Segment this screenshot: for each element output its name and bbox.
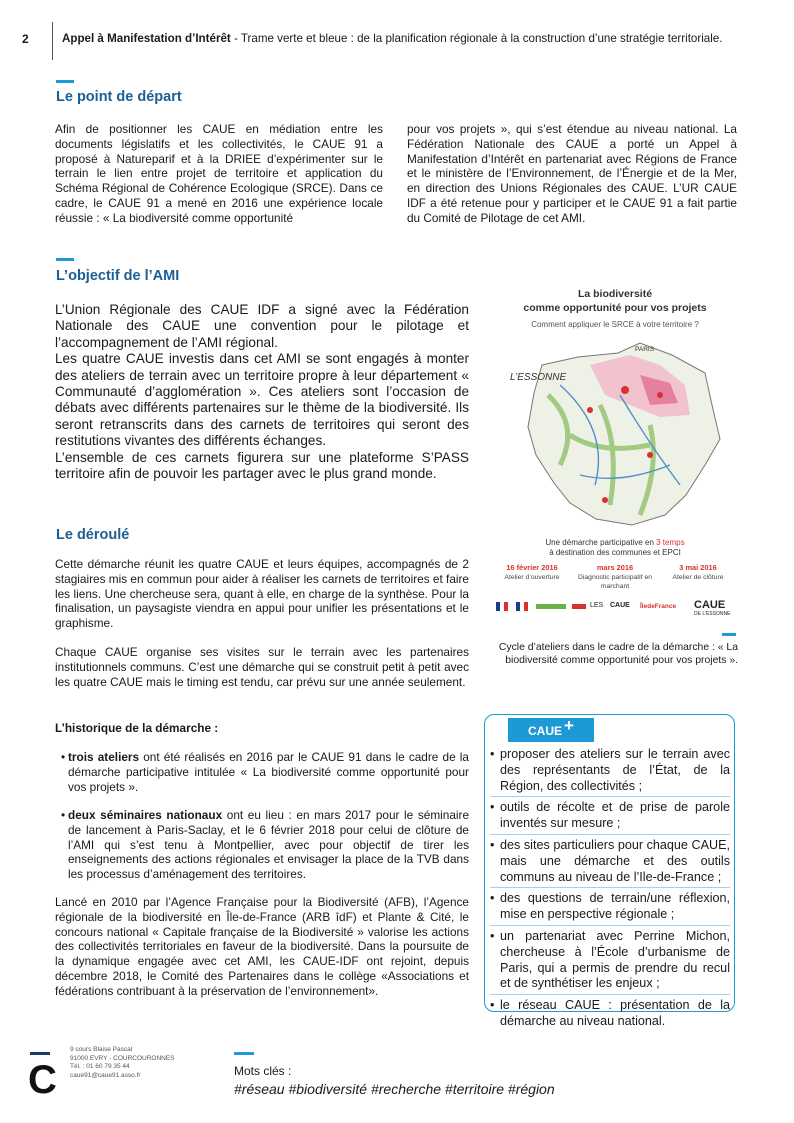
history-bullet-2: [61, 808, 470, 882]
bullet-text: ont eu lieu : en mars 2017 pour le séminaire de lancement à Paris-Saclay, et le 6 février 2018 pour celui de clôture de l’AMI qui s’est tenu à Montpellier, avec pour objectif de tirer les enseignements des actions régionales et envisager la place de la TVB dans les processus d’aménagement des territoires.: [68, 808, 470, 882]
keywords: #réseau #biodiversité #recherche #territoire #région: [234, 1081, 555, 1097]
section-objectif-body: [55, 302, 469, 482]
header-title: [62, 32, 723, 45]
section-deroule-body: [55, 557, 469, 703]
address-line: Tél. : 01 60 79 35 44: [70, 1063, 130, 1070]
flag-logo: [496, 602, 508, 611]
list-item: [490, 929, 730, 995]
bullet-dot: •: [490, 837, 495, 852]
poster-subtitle-b: 3 temps: [656, 538, 685, 547]
poster-subtitle-2: à destination des communes et EPCI: [549, 548, 681, 557]
page-number: 2: [22, 32, 29, 46]
bullet-text: ont été réalisés en 2016 par le CAUE 91 dans le cadre de la démarche participative intitulée « La biodiversité comme opportunité pour vos projets ».: [68, 750, 469, 794]
logo-caue-91-sub: DE L’ESSONNE: [694, 611, 731, 617]
bullet-bold: deux séminaires nationaux: [68, 808, 223, 822]
workshop-poster-figure: [490, 280, 740, 640]
paragraph: Lancé en 2010 par l’Agence Française pour la Biodiversité (AFB), l’Agence régionale de la biodiversité en Île-de-France (ARB îdF) et Plante & Cité, le concours national « Capitale française de la Biodiversité » valorise les actions des collectivités territoriales en faveur de la biodiversité. Dans la poursuite de la dynamique engagée avec cet AMI, les CAUE-IDF ont rejoint, depuis décembre 2018, le Comité des Partenaires dans le collège «Associations et fédérations contribuant à la préservation de l’environnement».: [55, 895, 469, 998]
timeline-step-2: [575, 563, 655, 592]
section-accent-bar: [56, 80, 74, 83]
bullet-dot: •: [61, 808, 66, 822]
list-item: [490, 998, 730, 1032]
partner-logo: [572, 604, 586, 609]
list-item-text: des sites particuliers pour chaque CAUE, mais une démarche et des outils communs au niveau de l’Ile-de-France ;: [500, 837, 730, 884]
timeline-step-1: [492, 563, 572, 582]
timeline-date: 3 mai 2016: [679, 563, 717, 572]
timeline-step-3: [658, 563, 738, 582]
logo-iledefrance: ÎledeFrance: [640, 603, 677, 610]
list-item: [490, 800, 730, 835]
page-header: [0, 0, 794, 60]
history-bullet-1: [61, 750, 469, 794]
paragraph: Afin de positionner les CAUE en médiation entre les documents législatifs et les collectivités, le CAUE 91 a proposé à Natureparif et à la DRIEE d’expérimenter sur le terrain le lien entre projet de territoire et application du Schéma Régional de Cohérence Ecologique (SRCE). Dans ce cadre, le CAUE 91 a mené en 2016 une expérience locale réussie : « La biodiversité comme opportunité: [55, 122, 383, 225]
keywords-accent-bar: [234, 1052, 254, 1055]
timeline-date: 16 février 2016: [506, 563, 558, 572]
poster-subtitle: [490, 538, 740, 548]
list-item-text: le réseau CAUE : présentation de la démarche au niveau national.: [500, 998, 730, 1028]
plus-icon: +: [564, 716, 574, 735]
essonne-map-illustration: [500, 335, 730, 535]
address-line: 91000 EVRY - COURCOURONNES: [70, 1054, 175, 1062]
timeline-date: mars 2016: [596, 563, 634, 572]
address-line: caue91@caue91.asso.fr: [70, 1071, 141, 1079]
caue-plus-tab: [508, 718, 594, 742]
caue-tab-label: CAUE: [528, 724, 563, 738]
header-divider: [52, 22, 53, 60]
timeline-label: Atelier de clôture: [672, 573, 724, 581]
timeline-label: Diagnostic participatif en marchant: [577, 573, 653, 590]
list-item-text: un partenariat avec Perrine Michon, chercheuse à l’École d’urbanisme de Paris, qui a permis de prendre du recul et de synthétiser les enjeux ;: [500, 928, 730, 991]
paragraph: L’Union Régionale des CAUE IDF a signé avec la Fédération Nationale des CAUE une convention pour le pilotage et l’accompagnement de l’AMI régional.: [55, 302, 469, 350]
list-item-text: proposer des ateliers sur le terrain avec des représentants de l’État, de la Région, des collectivités ;: [500, 747, 730, 793]
partner-logo: [536, 604, 566, 609]
keywords-title: Mots clés :: [234, 1064, 292, 1078]
map-label-paris: PARIS: [635, 346, 655, 353]
paragraph: L’ensemble de ces carnets figurera sur une plateforme S’PASS territoire afin de pouvoir les partager avec le plus grand monde.: [55, 449, 469, 482]
bullet-dot: •: [490, 800, 495, 815]
paragraph: Chaque CAUE organise ses visites sur le terrain avec les partenaires institutionnels communs. C’est une démarche qui se construit petit à petit avec les quatre CAUE mais le timing est tendu, car prévu sur une année seulement.: [55, 644, 469, 689]
caue-plus-list: [490, 747, 730, 1035]
history-title: L’historique de la démarche :: [55, 721, 219, 735]
list-item-text: outils de récolte et de prise de parole inventés sur mesure ;: [500, 800, 730, 831]
flag-logo: [516, 602, 528, 611]
section-title-depart: Le point de départ: [56, 89, 182, 105]
footer-address: [70, 1046, 175, 1080]
paragraph: Les quatre CAUE investis dans cet AMI se sont engagés à monter des ateliers de terrain avec un territoire propre à leur département « Communauté d’agglomération ». Ces ateliers sont l’occasion de débats avec différents partenaires sur le thème de la biodiversité. Ils seront retranscrits dans des carnets de territoires qui seront des restitutions vivantes des différents échanges.: [55, 351, 469, 449]
poster-title-line2: comme opportunité pour vos projets: [523, 302, 707, 314]
caue-logo: C: [28, 1058, 57, 1102]
bullet-dot: •: [61, 750, 66, 764]
section-deroule-closing: [55, 895, 469, 1013]
bullet-dot: •: [490, 928, 495, 943]
poster-title-line1: La biodiversité: [577, 288, 653, 300]
section-accent-bar: [56, 258, 74, 261]
list-item: [490, 838, 730, 888]
timeline-label: Atelier d’ouverture: [504, 573, 560, 581]
list-item: [490, 747, 730, 797]
figure-caption: Cycle d’ateliers dans le cadre de la démarche : « La biodiversité comme opportunité pour vos projets ».: [498, 642, 738, 666]
section-depart-col2: [407, 122, 737, 226]
bullet-dot: •: [490, 998, 495, 1013]
list-item: [490, 891, 730, 926]
logo-caue: CAUE: [610, 602, 630, 609]
bullet-dot: •: [490, 891, 495, 906]
logo-caue-91: CAUE: [694, 599, 726, 611]
poster-subtitle-a: Une démarche participative en: [545, 538, 657, 547]
list-item-text: des questions de terrain/une réflexion, mise en perspective régionale ;: [500, 891, 730, 922]
section-title-deroule: Le déroulé: [56, 527, 130, 543]
poster-question: Comment appliquer le SRCE à votre territoire ?: [531, 320, 699, 329]
logo-les: LES: [590, 602, 604, 609]
section-depart-col1: [55, 122, 383, 226]
map-label-essonne: L’ESSONNE: [510, 372, 567, 383]
footer-accent-bar: [30, 1052, 50, 1055]
paragraph: pour vos projets », qui s’est étendue au niveau national. La Fédération Nationale des CAUE a porté un Appel à Manifestation d’Intérêt en partenariat avec Régions de France et le ministère de l’Environnement, de l’Énergie et de la Mer, en direction des Unions Régionales des CAUE. L’UR CAUE IDF a été retenue pour y participer et le CAUE 91 a fait partie du Comité de Pilotage de cet AMI.: [407, 122, 737, 225]
bullet-bold: trois ateliers: [68, 750, 140, 764]
header-title-bold: Appel à Manifestation d’Intérêt: [62, 32, 231, 45]
header-title-rest: - Trame verte et bleue : de la planification régionale à la construction d’une stratégie territoriale.: [230, 32, 723, 45]
paragraph: Cette démarche réunit les quatre CAUE et leurs équipes, accompagnés de 2 stagiaires mis en commun pour aider à réaliser les carnets de territoires et faire les liens. Une chercheuse sera, quant à elle, en charge de la synthèse. Pour la finalisation, un paysagiste viendra en appui pour unifier les présentations et le graphisme.: [55, 557, 469, 631]
caption-accent-bar: [722, 633, 736, 636]
bullet-dot: •: [490, 747, 495, 761]
address-line: 9 cours Blaise Pascal: [70, 1046, 133, 1053]
section-title-objectif: L’objectif de l’AMI: [56, 268, 180, 284]
